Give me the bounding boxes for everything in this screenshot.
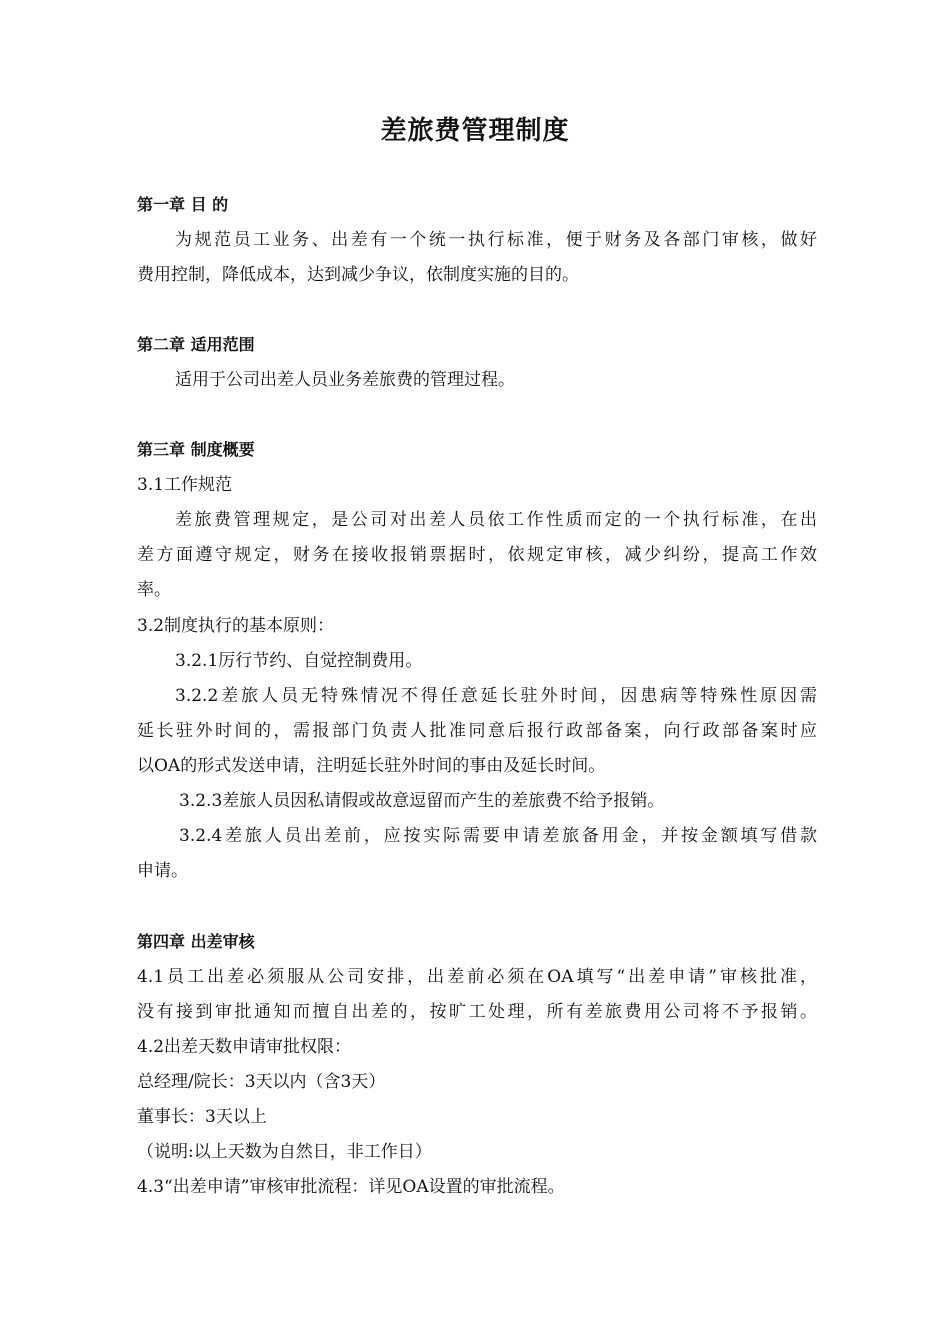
section-3-2-2-line: 3.2.2差旅人员无特殊情况不得任意延长驻外时间，因患病等特殊性原因需 <box>175 686 817 706</box>
approval-general-manager: 总经理/院长：3天以内（含3天） <box>137 1072 386 1092</box>
chapter-1-heading: 第一章 目 的 <box>137 195 229 214</box>
section-3-2-3: 3.2.3差旅人员因私请假或故意逗留而产生的差旅费不给予报销。 <box>179 791 665 811</box>
approval-note: （说明:以上天数为自然日，非工作日） <box>137 1142 432 1162</box>
chapter-1-body-line: 费用控制，降低成本，达到减少争议，依制度实施的目的。 <box>137 265 579 285</box>
section-3-2-4-line: 申请。 <box>137 861 188 881</box>
section-3-1-body-line: 差旅费管理规定，是公司对出差人员依工作性质而定的一个执行标准，在出 <box>175 510 817 530</box>
section-3-2-4-line: 3.2.4差旅人员出差前，应按实际需要申请差旅备用金，并按金额填写借款 <box>179 826 817 846</box>
section-3-1-title: 3.1工作规范 <box>137 475 233 495</box>
section-3-2-2-line: 以OA的形式发送申请，注明延长驻外时间的事由及延长时间。 <box>137 756 606 776</box>
section-3-2-2-line: 延长驻外时间的，需报部门负责人批准同意后报行政部备案，向行政部备案时应 <box>137 721 817 741</box>
chapter-3-heading: 第三章 制度概要 <box>137 440 255 459</box>
section-3-1-body-line: 差方面遵守规定，财务在接收报销票据时，依规定审核，减少纠纷，提高工作效 <box>137 545 817 565</box>
document-title: 差旅费管理制度 <box>380 116 570 146</box>
section-3-2-1: 3.2.1厉行节约、自觉控制费用。 <box>175 651 423 671</box>
chapter-2-heading: 第二章 适用范围 <box>137 335 255 354</box>
chapter-1-body-line: 为规范员工业务、出差有一个统一执行标准，便于财务及各部门审核，做好 <box>175 230 817 250</box>
section-4-3: 4.3“出差申请”审核审批流程：详见OA设置的审批流程。 <box>137 1177 565 1197</box>
section-3-1-body-line: 率。 <box>137 580 171 600</box>
section-4-1-line: 没有接到审批通知而擅自出差的，按旷工处理，所有差旅费用公司将不予报销。 <box>137 1002 817 1022</box>
chapter-2-body-line: 适用于公司出差人员业务差旅费的管理过程。 <box>175 370 515 390</box>
chapter-4-heading: 第四章 出差审核 <box>137 932 255 951</box>
section-4-1-line: 4.1员工出差必须服从公司安排，出差前必须在OA填写“出差申请”审核批准， <box>137 967 817 987</box>
approval-chairman: 董事长：3天以上 <box>137 1107 267 1127</box>
section-3-2-title: 3.2制度执行的基本原则： <box>137 616 335 636</box>
section-4-2-title: 4.2出差天数申请审批权限： <box>137 1037 352 1057</box>
